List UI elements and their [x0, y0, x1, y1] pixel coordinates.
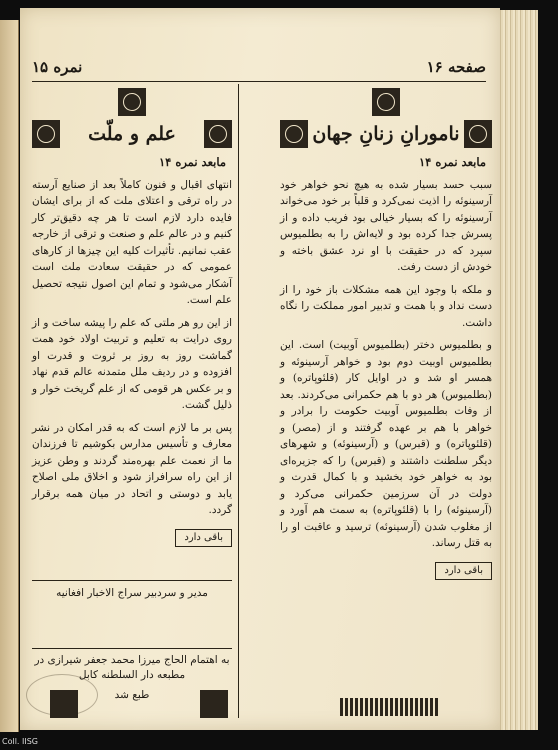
article-title: علم و ملّت [88, 122, 176, 145]
page-number-right: صفحه ۱۶ [426, 58, 486, 76]
column-divider [238, 84, 239, 718]
article-subtitle: مابعد نمره ۱۴ [418, 155, 486, 169]
collection-watermark: Coll. IISG [2, 737, 39, 746]
article-subtitle: مابعد نمره ۱۴ [158, 155, 226, 169]
paragraph: سبب حسد بسیار شده به هیچ نحو خواهر خود آرسینوئه را اذیت نمی‌کرد و قلباً بر خود می‌خواند آرسینوئه را که بسیار خیالی بود فریب داده و از پسرش جدا کرده بود و لایه‌اش را به بطلمیوس سپرد که در حقیقت با او نرد عشق باخته و خودش از دست رفت. [280, 178, 492, 273]
imprint-printed: طبع شد [114, 689, 150, 701]
right-column [280, 88, 492, 584]
paragraph: انتهای اقبال و فنون کاملاً بعد از صنایع آرسته در راه ترقی و اعتلای ملت که از برای ایشان فایده دارد لازم است تا هر چه دقیق‌تر کار کنیم و در عالم علم و صنعت و ترقی از خارجه عقب نمانیم. تأثیرات کلیه این چیزها از کارهای عمومی که در حقیقت سعادت ملت است آشکار می‌شود و تمام این اصول نتیجه تحصیل علم است. [32, 178, 232, 306]
ornament-icon [118, 88, 146, 116]
ornament-icon [464, 120, 492, 148]
ornament-icon [280, 120, 308, 148]
decorative-banner [340, 698, 440, 716]
imprint-editor: مدیر و سردبیر سراج الاخبار افغانیه [56, 587, 208, 599]
paragraph: پس بر ما لازم است که به قدر امکان در نشر معارف و تأسیس مدارس بکوشیم تا فرزندان ما از نعمت علم بهره‌مند گردند و وطن عزیز از این راه سرافراز شود و اخلاق ملی اصلاح یابد و دوستی و اتحاد در میان همه برقرار گردد. [32, 421, 232, 516]
page-header [32, 56, 486, 78]
issue-number-left: نمره ۱۵ [32, 58, 83, 76]
paragraph: و ملکه با وجود این همه مشکلات باز خود را از دست نداد و با همت و تدبیر امور مملکت را نگاه داشت. [280, 283, 492, 329]
imprint-press: به اهتمام الحاج میرزا محمد جعفر شیرازی در مطبعه دار السلطنه کابل [34, 654, 230, 681]
imprint-rule-mid [32, 648, 232, 649]
ornament-icon [32, 120, 60, 148]
ornament-icon [372, 88, 400, 116]
paragraph: و بطلمیوس دختر (بطلمیوس آوبیت) است. این بطلمیوس اوبیت دوم بود و خواهر آرسینوئه و همسر او شد و در اوایل کار (قلئوپاتره) و (بطلمیوس) هر دو با هم حکمرانی می‌کردند. بعد از وفات بطلمیوس آوبیت حکومت را برادر و خواهر با هم بر عهده گرفتند و از (مصر) و (قلئوپاتره) و (قبرس) و (آرسینوئه) و شهرهای دیگر سلطنت داشتند و (قبرس) را که جزیره‌ای بود به خواهر خود بخشید و با کمال قدرت و دولت در آن سرزمین حکمرانی می‌کرد و (آرسینوئه) را با (قلئوپاتره) به سمت هم آورد و از مغلوب شدن (آرسینوئه) ترسید و عاقبت او را به قتل رساند. [280, 339, 492, 549]
paragraph: از این رو هر ملتی که علم را پیشه ساخت و از روی درایت به تعلیم و تربیت اولاد خود همت گماشت روز به روز بر ثروت و قدرت او افزوده و در ردیف ملل متمدنه عالم قدم نهاد و بر عکس هر قومی که از علم گریخت خوار و ذلیل گشت. [32, 316, 232, 411]
ornament-icon [204, 120, 232, 148]
article-title: نامورانِ زنانِ جهان [312, 122, 460, 145]
left-page-binding [0, 20, 19, 732]
imprint-rule-top [32, 580, 232, 581]
newspaper-page [20, 8, 500, 730]
continued-label: باقی دارد [175, 529, 232, 548]
header-rule [32, 81, 486, 82]
left-column [32, 88, 232, 551]
continued-label: باقی دارد [435, 562, 492, 581]
ornament-icon [50, 690, 78, 718]
ornament-icon [200, 690, 228, 718]
page-edges [498, 10, 538, 730]
